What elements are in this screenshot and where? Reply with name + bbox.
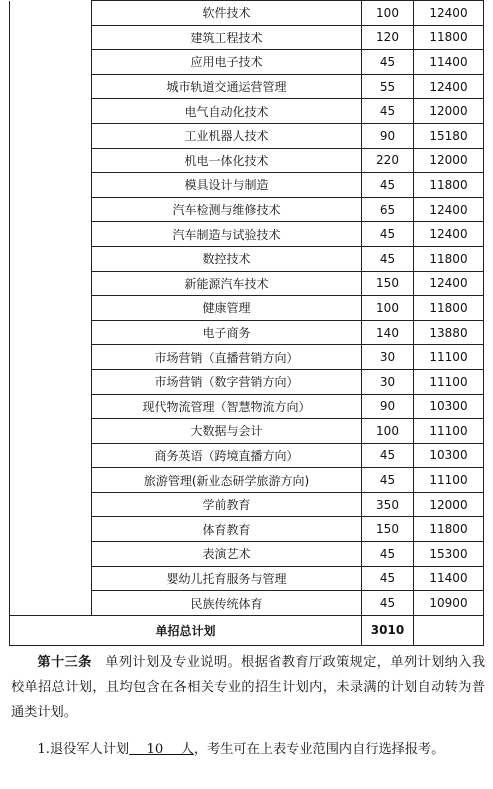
major-cell: 大数据与会计 [92,419,362,444]
fee-cell: 12000 [414,148,484,173]
count-cell: 45 [362,566,414,591]
count-cell: 350 [362,492,414,517]
major-cell: 商务英语（跨境直播方向） [92,443,362,468]
major-cell: 汽车检测与维修技术 [92,197,362,222]
count-cell: 45 [362,542,414,567]
veteran-plan-prefix: 1.退役军人计划 [37,742,130,757]
fee-cell: 11800 [414,517,484,542]
veteran-plan-count: 10 人 [129,742,194,757]
major-cell: 体育教育 [92,517,362,542]
count-cell: 140 [362,320,414,345]
major-cell: 新能源汽车技术 [92,271,362,296]
major-cell: 市场营销（直播营销方向） [92,345,362,370]
major-cell: 模具设计与制造 [92,173,362,198]
fee-cell: 11800 [414,296,484,321]
count-cell: 30 [362,345,414,370]
total-row [10,615,484,645]
major-cell: 婴幼儿托育服务与管理 [92,566,362,591]
major-cell: 机电一体化技术 [92,148,362,173]
article-body: 单列计划及专业说明。根据省教育厅政策规定，单列计划纳入我校单招总计划，且均包含在各相关专业的招生计划内，未录满的计划自动转为普通类计划。 [11,655,486,720]
fee-cell: 11400 [414,566,484,591]
count-cell: 45 [362,222,414,247]
table-row [10,1,484,26]
count-cell: 45 [362,173,414,198]
count-cell: 150 [362,271,414,296]
count-cell: 45 [362,99,414,124]
fee-cell: 12000 [414,99,484,124]
fee-cell: 15300 [414,542,484,567]
major-cell: 电气自动化技术 [92,99,362,124]
major-cell: 软件技术 [92,1,362,26]
major-cell: 建筑工程技术 [92,25,362,50]
major-cell: 学前教育 [92,492,362,517]
major-cell: 应用电子技术 [92,50,362,75]
total-count: 3010 [362,615,414,645]
fee-cell: 12400 [414,1,484,26]
major-cell: 城市轨道交通运营管理 [92,74,362,99]
article-13-paragraph [11,650,485,725]
count-cell: 100 [362,1,414,26]
fee-cell: 12000 [414,492,484,517]
article-heading: 第十三条 [37,655,92,670]
fee-cell: 12400 [414,271,484,296]
count-cell: 45 [362,246,414,271]
major-cell: 现代物流管理（智慧物流方向） [92,394,362,419]
major-cell: 旅游管理(新业态研学旅游方向) [92,468,362,493]
count-cell: 45 [362,443,414,468]
fee-cell: 11100 [414,345,484,370]
count-cell: 100 [362,296,414,321]
fee-cell: 11100 [414,468,484,493]
fee-cell: 12400 [414,222,484,247]
fee-cell: 11100 [414,369,484,394]
count-cell: 45 [362,591,414,616]
major-cell: 汽车制造与试验技术 [92,222,362,247]
count-cell: 90 [362,394,414,419]
count-cell: 55 [362,74,414,99]
fee-cell: 11400 [414,50,484,75]
count-cell: 45 [362,50,414,75]
fee-cell: 10900 [414,591,484,616]
total-label: 单招总计划 [10,615,362,645]
table-body [10,1,484,646]
count-cell: 120 [362,25,414,50]
count-cell: 220 [362,148,414,173]
count-cell: 45 [362,468,414,493]
fee-cell: 12400 [414,197,484,222]
major-cell: 电子商务 [92,320,362,345]
fee-cell: 13880 [414,320,484,345]
fee-cell: 11800 [414,25,484,50]
major-cell: 民族传统体育 [92,591,362,616]
count-cell: 90 [362,123,414,148]
total-fee [414,615,484,645]
fee-cell: 10300 [414,443,484,468]
veteran-plan-paragraph [11,737,485,762]
major-cell: 健康管理 [92,296,362,321]
fee-cell: 10300 [414,394,484,419]
major-cell: 数控技术 [92,246,362,271]
fee-cell: 15180 [414,123,484,148]
fee-cell: 11800 [414,246,484,271]
count-cell: 30 [362,369,414,394]
fee-cell: 12400 [414,74,484,99]
count-cell: 65 [362,197,414,222]
major-cell: 表演艺术 [92,542,362,567]
veteran-plan-suffix: ，考生可在上表专业范围内自行选择报考。 [193,742,445,757]
category-cell [10,1,92,616]
enrollment-plan-table [9,0,484,646]
count-cell: 100 [362,419,414,444]
major-cell: 市场营销（数字营销方向） [92,369,362,394]
count-cell: 150 [362,517,414,542]
fee-cell: 11800 [414,173,484,198]
fee-cell: 11100 [414,419,484,444]
major-cell: 工业机器人技术 [92,123,362,148]
